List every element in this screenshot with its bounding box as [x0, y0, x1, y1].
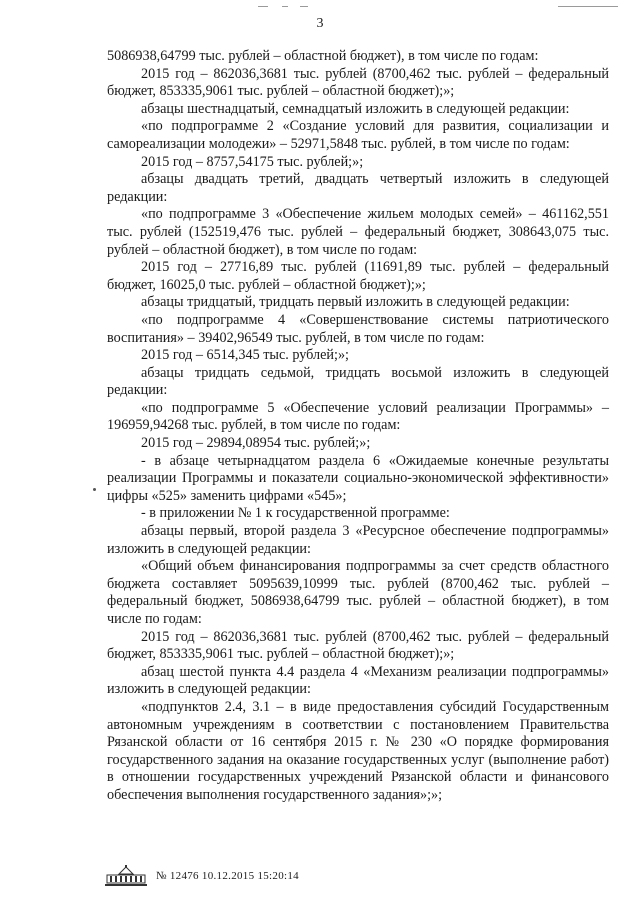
paragraph: абзацы двадцать третий, двадцать четвертый изложить в следующей редакции:: [107, 171, 609, 205]
paragraph: абзацы тридцать седьмой, тридцать восьмой изложить в следующей редакции:: [107, 364, 609, 399]
paragraph: 2015 год – 6514,345 тыс. рублей;»;: [141, 347, 349, 364]
footer: [104, 864, 299, 888]
scan-marks: [258, 6, 618, 12]
paragraph: 5086938,64799 тыс. рублей – областной бюджет), в том числе по годам:: [107, 48, 539, 64]
paragraph: абзац шестой пункта 4.4 раздела 4 «Механизм реализации подпрограммы» изложить в следующей редакции:: [107, 663, 609, 698]
paragraph: 2015 год – 29894,08954 тыс. рублей;»;: [141, 435, 371, 452]
paragraph: абзацы шестнадцатый, семнадцатый изложить в следующей редакции:: [141, 100, 570, 117]
registration-number: № 12476 10.12.2015 15:20:14: [156, 870, 299, 882]
document-body: [107, 48, 609, 805]
paragraph: «по подпрограмме 2 «Создание условий для развития, социализации и самореализации молодежи» – 52971,5848 тыс. рублей, в том числе по годам:: [107, 118, 609, 152]
paragraph: 2015 год – 27716,89 тыс. рублей (11691,89 тыс. рублей – федеральный бюджет, 16025,0 тыс. рублей – областной бюджет);»;: [107, 259, 609, 293]
paragraph: «по подпрограмме 4 «Совершенствование системы патриотического воспитания» – 39402,96549 тыс. рублей, в том числе по годам:: [107, 311, 609, 346]
paragraph: «Общий объем финансирования подпрограммы за счет средств областного бюджета составляет 5095639,10999 тыс. рублей (8700,462 тыс. рублей – федеральный бюджет, 5086938,64799 тыс. рублей – областной бюджет), в том числе по годам:: [107, 558, 609, 627]
scan-dot: [93, 488, 96, 491]
paragraph: «подпунктов 2.4, 3.1 – в виде предоставления субсидий Государственным автономным учреждениям в соответствии с постановлением Правительства Рязанской области от 16 сентября 2015 г. № 230 «О порядке формирования государственного задания на оказание государственных услуг (выполнение работ) в отношении государственных учреждений Рязанской области и финансового обеспечения выполнения государственного задания»;»;: [107, 698, 609, 803]
paragraph: - в приложении № 1 к государственной программе:: [141, 505, 450, 522]
government-building-icon: [104, 865, 148, 887]
paragraph: «по подпрограмме 3 «Обеспечение жильем молодых семей» – 461162,551 тыс. рублей (152519,476 тыс. рублей – федеральный бюджет, 308643,075 тыс. рублей – областной бюджет), в том числе по годам:: [107, 206, 609, 258]
paragraph: 2015 год – 8757,54175 тыс. рублей;»;: [141, 153, 364, 170]
paragraph: 2015 год – 862036,3681 тыс. рублей (8700,462 тыс. рублей – федеральный бюджет, 853335,9061 тыс. рублей – областной бюджет);»;: [107, 65, 609, 100]
paragraph: абзацы тридцатый, тридцать первый изложить в следующей редакции:: [141, 294, 570, 311]
paragraph: 2015 год – 862036,3681 тыс. рублей (8700,462 тыс. рублей – федеральный бюджет, 853335,9061 тыс. рублей – областной бюджет);»;: [107, 628, 609, 663]
page-number: 3: [316, 16, 324, 31]
paragraph: абзацы первый, второй раздела 3 «Ресурсное обеспечение подпрограммы» изложить в следующей редакции:: [107, 523, 609, 557]
paragraph: - в абзаце четырнадцатом раздела 6 «Ожидаемые конечные результаты реализации Программы и показатели социально-экономической эффективности» цифры «525» заменить цифрами «545»;: [107, 452, 609, 504]
paragraph: «по подпрограмме 5 «Обеспечение условий реализации Программы» – 196959,94268 тыс. рублей, в том числе по годам:: [107, 399, 609, 434]
